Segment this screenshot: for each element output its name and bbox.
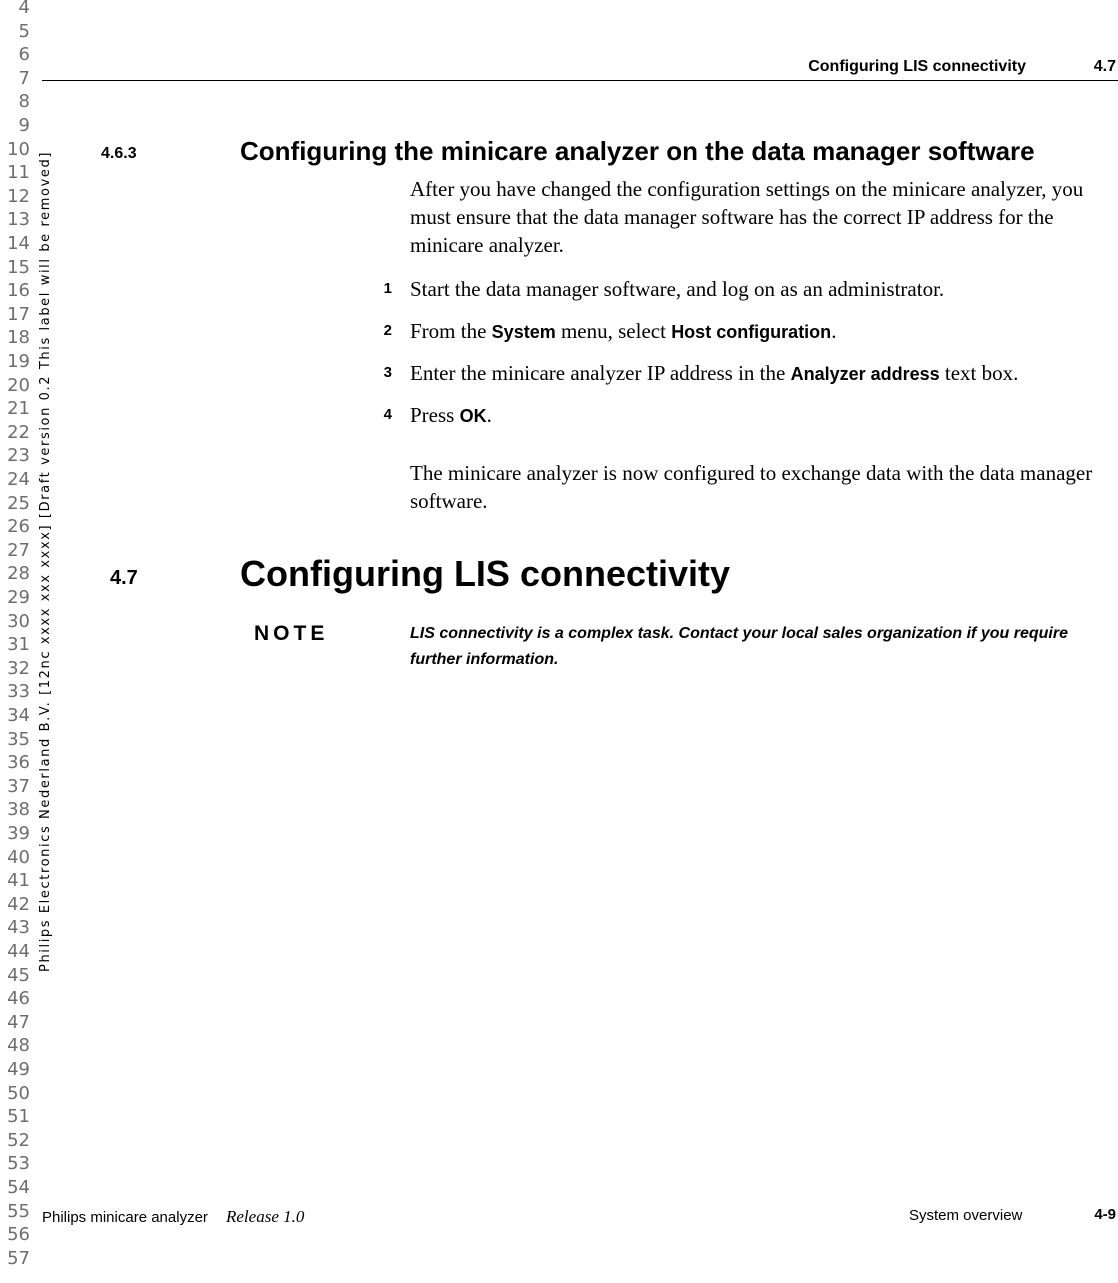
line-number: 21	[7, 398, 30, 420]
step-text-part: .	[486, 403, 492, 427]
line-number: 38	[7, 799, 30, 821]
line-number: 44	[7, 941, 30, 962]
line-number: 7	[18, 67, 30, 89]
note-label: NOTE	[254, 622, 329, 645]
step-number: 2	[383, 322, 392, 339]
note-text: LIS connectivity is a complex task. Contact your local sales organization if you require further information.	[410, 625, 1068, 668]
line-number: 35	[7, 728, 30, 750]
line-number: 48	[7, 1035, 30, 1057]
step-text-part: .	[831, 319, 837, 343]
line-number: 9	[18, 115, 30, 136]
step-text-part: menu, select	[555, 319, 672, 343]
section-heading-4-6-3: Configuring the minicare analyzer on the data manager software	[240, 136, 1035, 166]
ui-term-system: System	[491, 322, 556, 342]
line-number: 26	[7, 516, 30, 538]
line-number: 11	[7, 162, 30, 184]
line-number: 55	[7, 1200, 30, 1222]
line-number: 54	[7, 1177, 30, 1198]
line-number: 45	[7, 964, 30, 986]
footer-product: Philips minicare analyzer	[42, 1209, 208, 1226]
line-number: 53	[7, 1153, 30, 1175]
line-number: 49	[7, 1059, 30, 1080]
line-number: 16	[7, 280, 30, 302]
header-rule	[42, 80, 1118, 81]
ui-term-analyzer-address: Analyzer address	[790, 364, 940, 384]
line-number: 51	[7, 1106, 30, 1128]
line-number: 25	[7, 492, 30, 514]
line-number: 29	[7, 587, 30, 608]
step-text	[410, 317, 836, 346]
step-text-part: text box.	[939, 361, 1019, 385]
line-number: 6	[18, 44, 30, 66]
line-number: 28	[7, 563, 30, 585]
line-number: 33	[7, 681, 30, 703]
line-number: 10	[7, 138, 30, 160]
line-number: 34	[7, 705, 30, 726]
step-number: 1	[383, 280, 392, 297]
line-number: 12	[7, 185, 30, 207]
line-number: 37	[7, 775, 30, 797]
line-number: 23	[7, 445, 30, 467]
line-number: 15	[7, 256, 30, 278]
line-number: 36	[7, 752, 30, 774]
line-number: 41	[7, 870, 30, 892]
section-heading-4-7: Configuring LIS connectivity	[240, 553, 731, 594]
line-number: 50	[7, 1082, 30, 1104]
line-number: 31	[7, 634, 30, 656]
step-text	[410, 401, 492, 430]
step-text-part: Enter the minicare analyzer IP address in the	[410, 361, 791, 385]
intro-paragraph: After you have changed the configuration settings on the minicare analyzer, you must ensure that the data manager software has the correct IP address for the minicare analyzer.	[410, 177, 1084, 257]
line-number: 18	[7, 327, 30, 349]
draft-side-label: Philips Electronics Nederland B.V. [12nc xxxx xxx xxxx] [Draft version 0.2 This label will be removed]	[38, 150, 53, 972]
line-number: 40	[7, 846, 30, 868]
section-number-4-6-3: 4.6.3	[101, 145, 137, 162]
line-number: 17	[7, 303, 30, 325]
footer-release: Release 1.0	[226, 1207, 305, 1226]
line-number: 8	[18, 91, 30, 113]
line-number: 39	[7, 823, 30, 844]
line-number: 22	[7, 421, 30, 443]
line-number: 14	[7, 233, 30, 254]
line-number: 13	[7, 209, 30, 231]
line-number: 24	[7, 469, 30, 490]
line-number: 43	[7, 917, 30, 939]
ui-term-ok: OK	[459, 406, 487, 426]
section-number-4-7: 4.7	[110, 567, 138, 589]
step-text-part: Press	[410, 403, 460, 427]
step-text	[410, 359, 1018, 388]
step-text-part: From the	[410, 319, 492, 343]
ui-term-host-configuration: Host configuration	[671, 322, 832, 342]
step-number: 3	[383, 364, 392, 381]
line-number: 52	[7, 1129, 30, 1151]
footer-section-title: System overview	[909, 1207, 1023, 1224]
line-number: 42	[7, 893, 30, 915]
line-number: 27	[7, 539, 30, 561]
line-number: 47	[7, 1011, 30, 1033]
line-number: 32	[7, 657, 30, 679]
footer-page-number: 4-9	[1094, 1206, 1116, 1223]
step-number: 4	[383, 406, 392, 423]
line-number: 4	[18, 0, 30, 18]
header-title: Configuring LIS connectivity	[808, 58, 1026, 75]
line-number: 5	[18, 20, 30, 42]
line-number: 19	[7, 351, 30, 372]
result-paragraph: The minicare analyzer is now configured to exchange data with the data manager software.	[410, 461, 1093, 513]
line-number: 46	[7, 988, 30, 1010]
step-text: Start the data manager software, and log on as an administrator.	[410, 277, 945, 301]
line-number: 20	[7, 374, 30, 396]
header-section-number: 4.7	[1093, 58, 1116, 75]
line-number: 56	[7, 1224, 30, 1246]
line-number: 57	[7, 1247, 30, 1269]
line-number: 30	[7, 610, 30, 632]
